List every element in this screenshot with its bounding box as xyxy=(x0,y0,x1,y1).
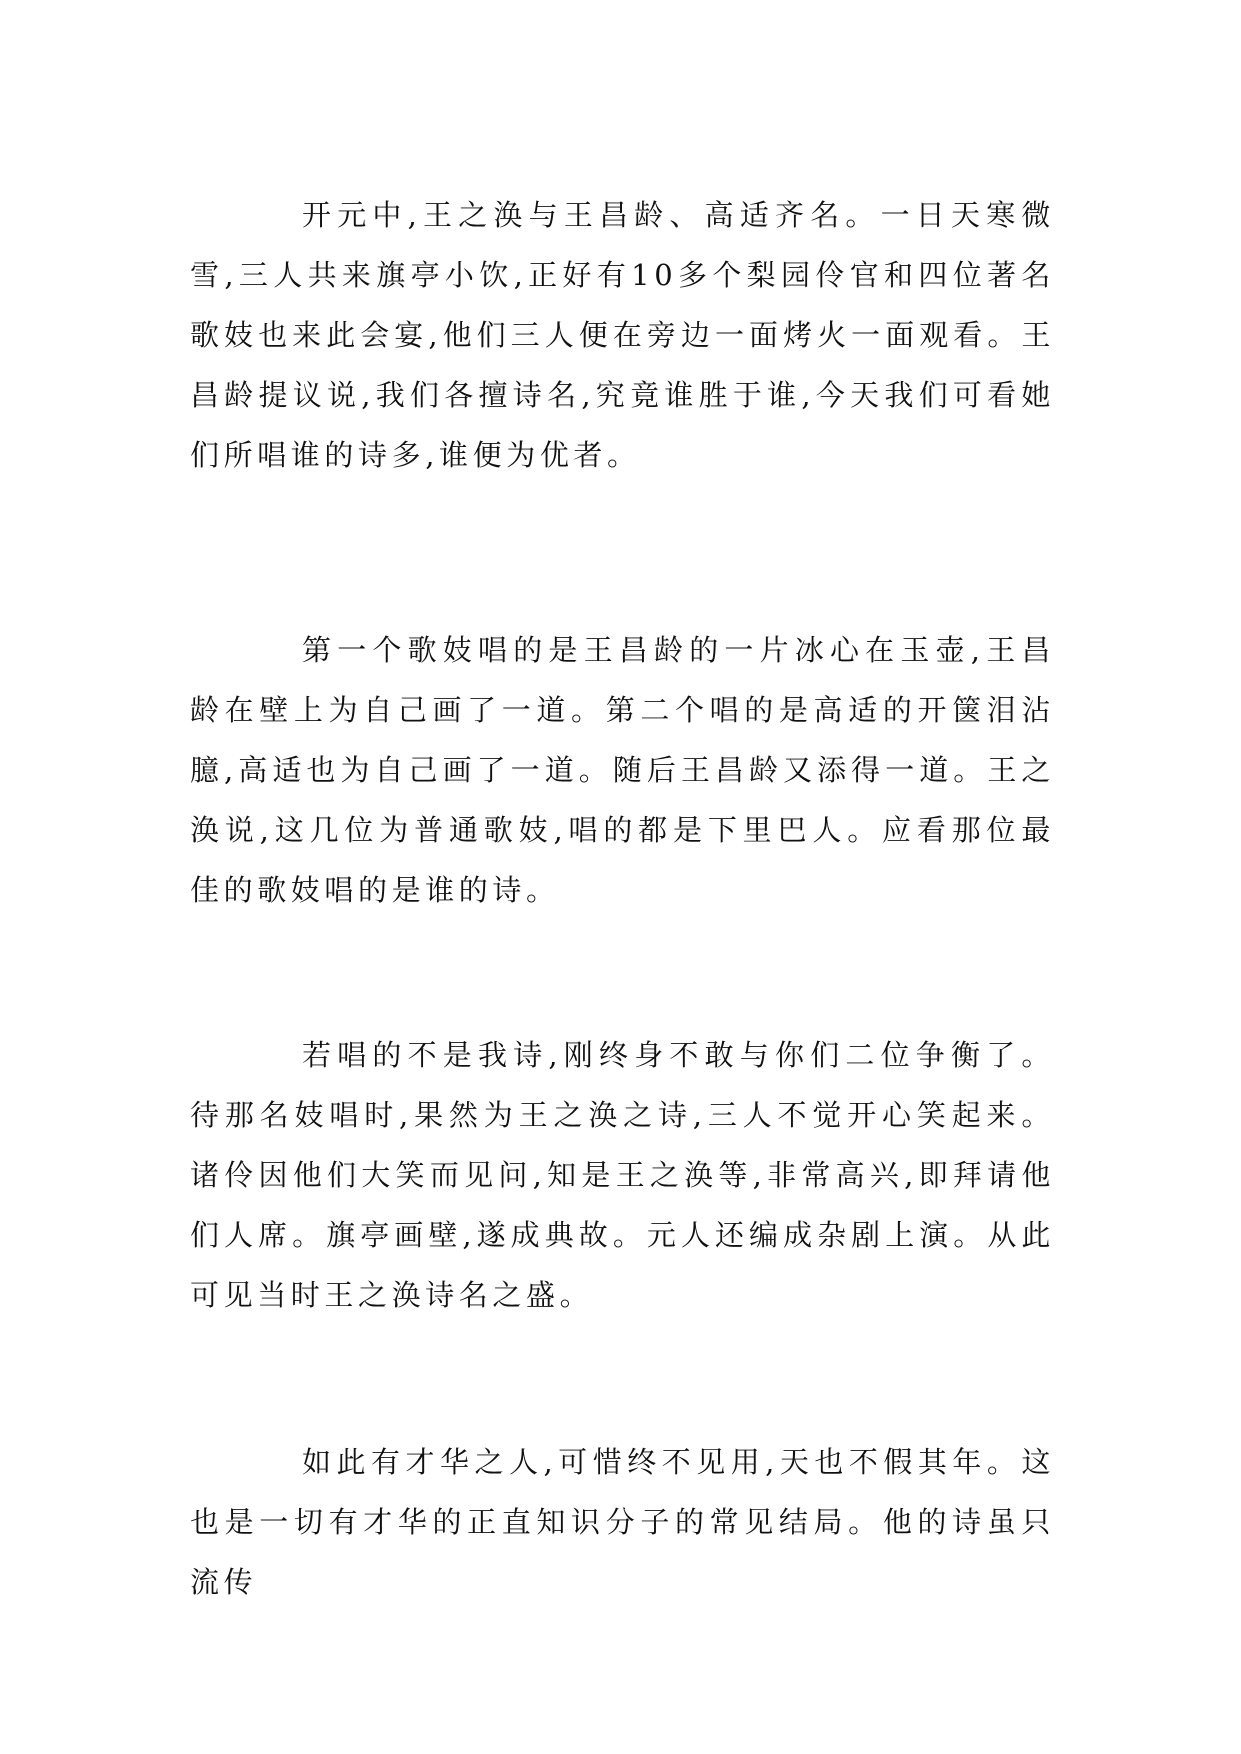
paragraph: 如此有才华之人,可惜终不见用,天也不假其年。这也是一切有才华的正直知识分子的常见结局。他的诗虽只流传 xyxy=(190,1445,1055,1599)
paragraph: 若唱的不是我诗,刚终身不敢与你们二位争衡了。待那名妓唱时,果然为王之涣之诗,三人不觉开心笑起来。诸伶因他们大笑而见问,知是王之涣等,非常高兴,即拜请他们人席。旗亭画壁,遂成典故。元人还编成杂剧上演。从此可见当时王之涣诗名之盛。 xyxy=(190,1038,1055,1312)
paragraph: 第一个歌妓唱的是王昌龄的一片冰心在玉壶,王昌龄在壁上为自己画了一道。第二个唱的是高适的开箧泪沾臆,高适也为自己画了一道。随后王昌龄又添得一道。王之涣说,这几位为普通歌妓,唱的都是下里巴人。应看那位最佳的歌妓唱的是谁的诗。 xyxy=(190,633,1055,907)
paragraph: 开元中,王之涣与王昌龄、高适齐名。一日天寒微雪,三人共来旗亭小饮,正好有10多个梨园伶官和四位著名歌妓也来此会宴,他们三人便在旁边一面烤火一面观看。王昌龄提议说,我们各擅诗名,究竟谁胜于谁,今天我们可看她们所唱谁的诗多,谁便为优者。 xyxy=(190,198,1055,472)
